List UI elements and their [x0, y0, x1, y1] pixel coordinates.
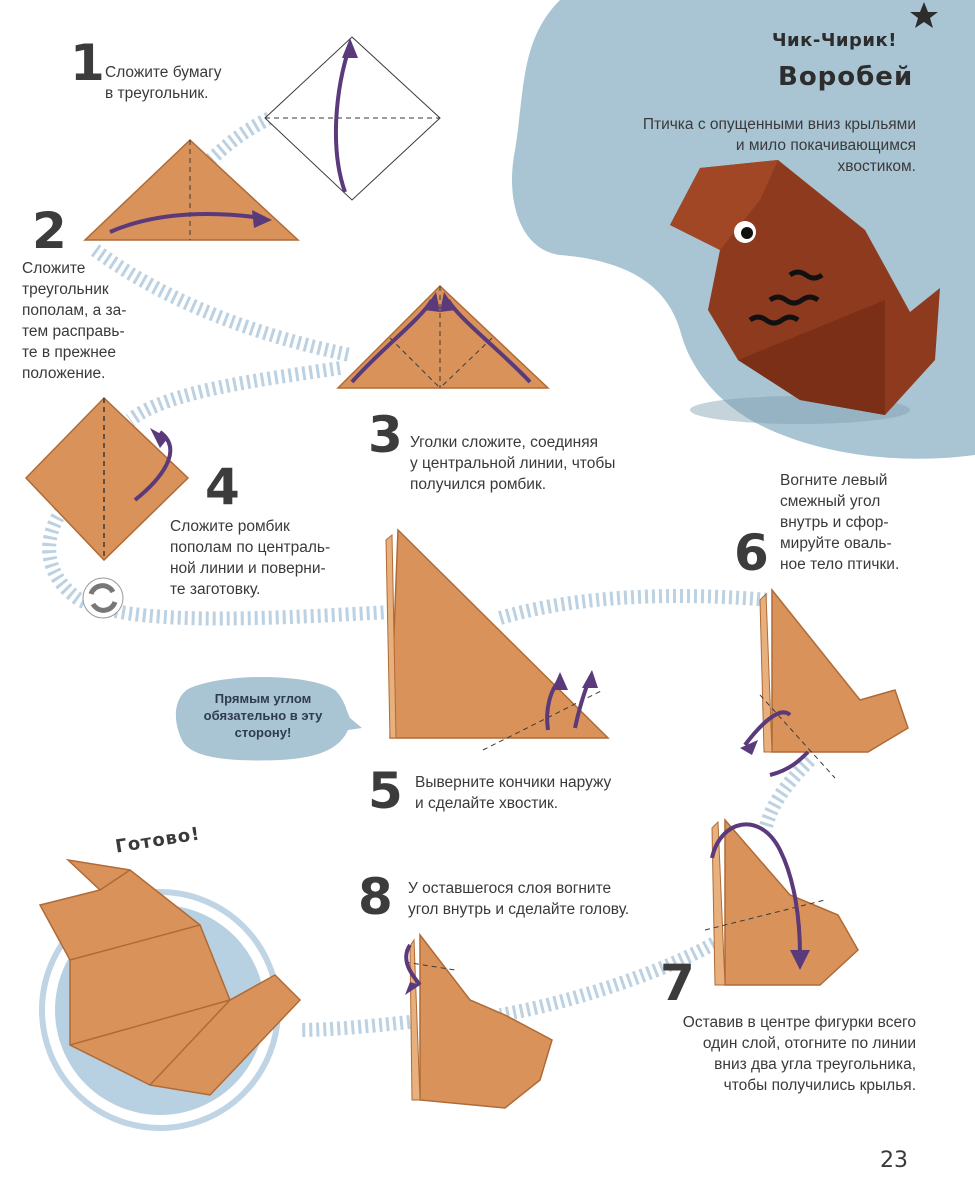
header-subtitle: Чик-Чирик! — [772, 30, 897, 51]
step-2-text: Сложите треугольник пополам, а за- тем расправь- те в прежнее положение. — [22, 260, 127, 382]
done-label: Готово! — [113, 823, 202, 858]
step-3-number: 3 — [368, 406, 403, 464]
step-1-number: 1 — [70, 34, 105, 92]
step-3-text: Уголки сложите, соединяя у центральной линии, чтобы получился ромбик. — [410, 434, 616, 493]
step-4-number: 4 — [205, 458, 240, 516]
finished-sparrow-diagram — [40, 860, 300, 1128]
step-7-number: 7 — [660, 954, 695, 1012]
page-number: 23 — [880, 1148, 908, 1173]
tip-bubble-text: Прямым углом обязательно в эту сторону! — [203, 691, 323, 740]
step-6-number: 6 — [734, 524, 769, 582]
step-5-text: Выверните кончики наружу и сделайте хвостик. — [415, 774, 612, 812]
step-4-text: Сложите ромбик пополам по централь- ной линии и поверни- те заготовку. — [170, 518, 331, 598]
flip-over-icon — [83, 578, 123, 618]
step-2-number: 2 — [32, 202, 67, 260]
step-1-text: Сложите бумагу в треугольник. — [105, 64, 222, 102]
step8-diagram — [405, 935, 552, 1108]
step7-diagram — [705, 820, 858, 985]
step-6-text: Вогните левый смежный угол внутрь и сфор- мируйте оваль- ное тело птички. — [780, 472, 900, 573]
page-title: Воробей — [778, 62, 914, 92]
step2-diagram — [85, 140, 298, 240]
step4-diagram — [26, 398, 188, 560]
header-intro: Птичка с опущенными вниз крыльями и мило покачивающимся хвостиком. — [642, 116, 916, 175]
step-8-text: У оставшегося слоя вогните угол внутрь и сделайте голову. — [408, 880, 630, 918]
step3-diagram — [338, 286, 548, 388]
step-8-number: 8 — [358, 868, 393, 926]
step1-diagram — [265, 37, 440, 200]
step-5-number: 5 — [368, 762, 403, 820]
step6-diagram — [740, 590, 908, 778]
step5-diagram — [386, 530, 608, 750]
step-7-text: Оставив в центре фигурки всего один слой, отогните по линии вниз два угла треугольника, чтобы получились крылья. — [682, 1014, 916, 1094]
